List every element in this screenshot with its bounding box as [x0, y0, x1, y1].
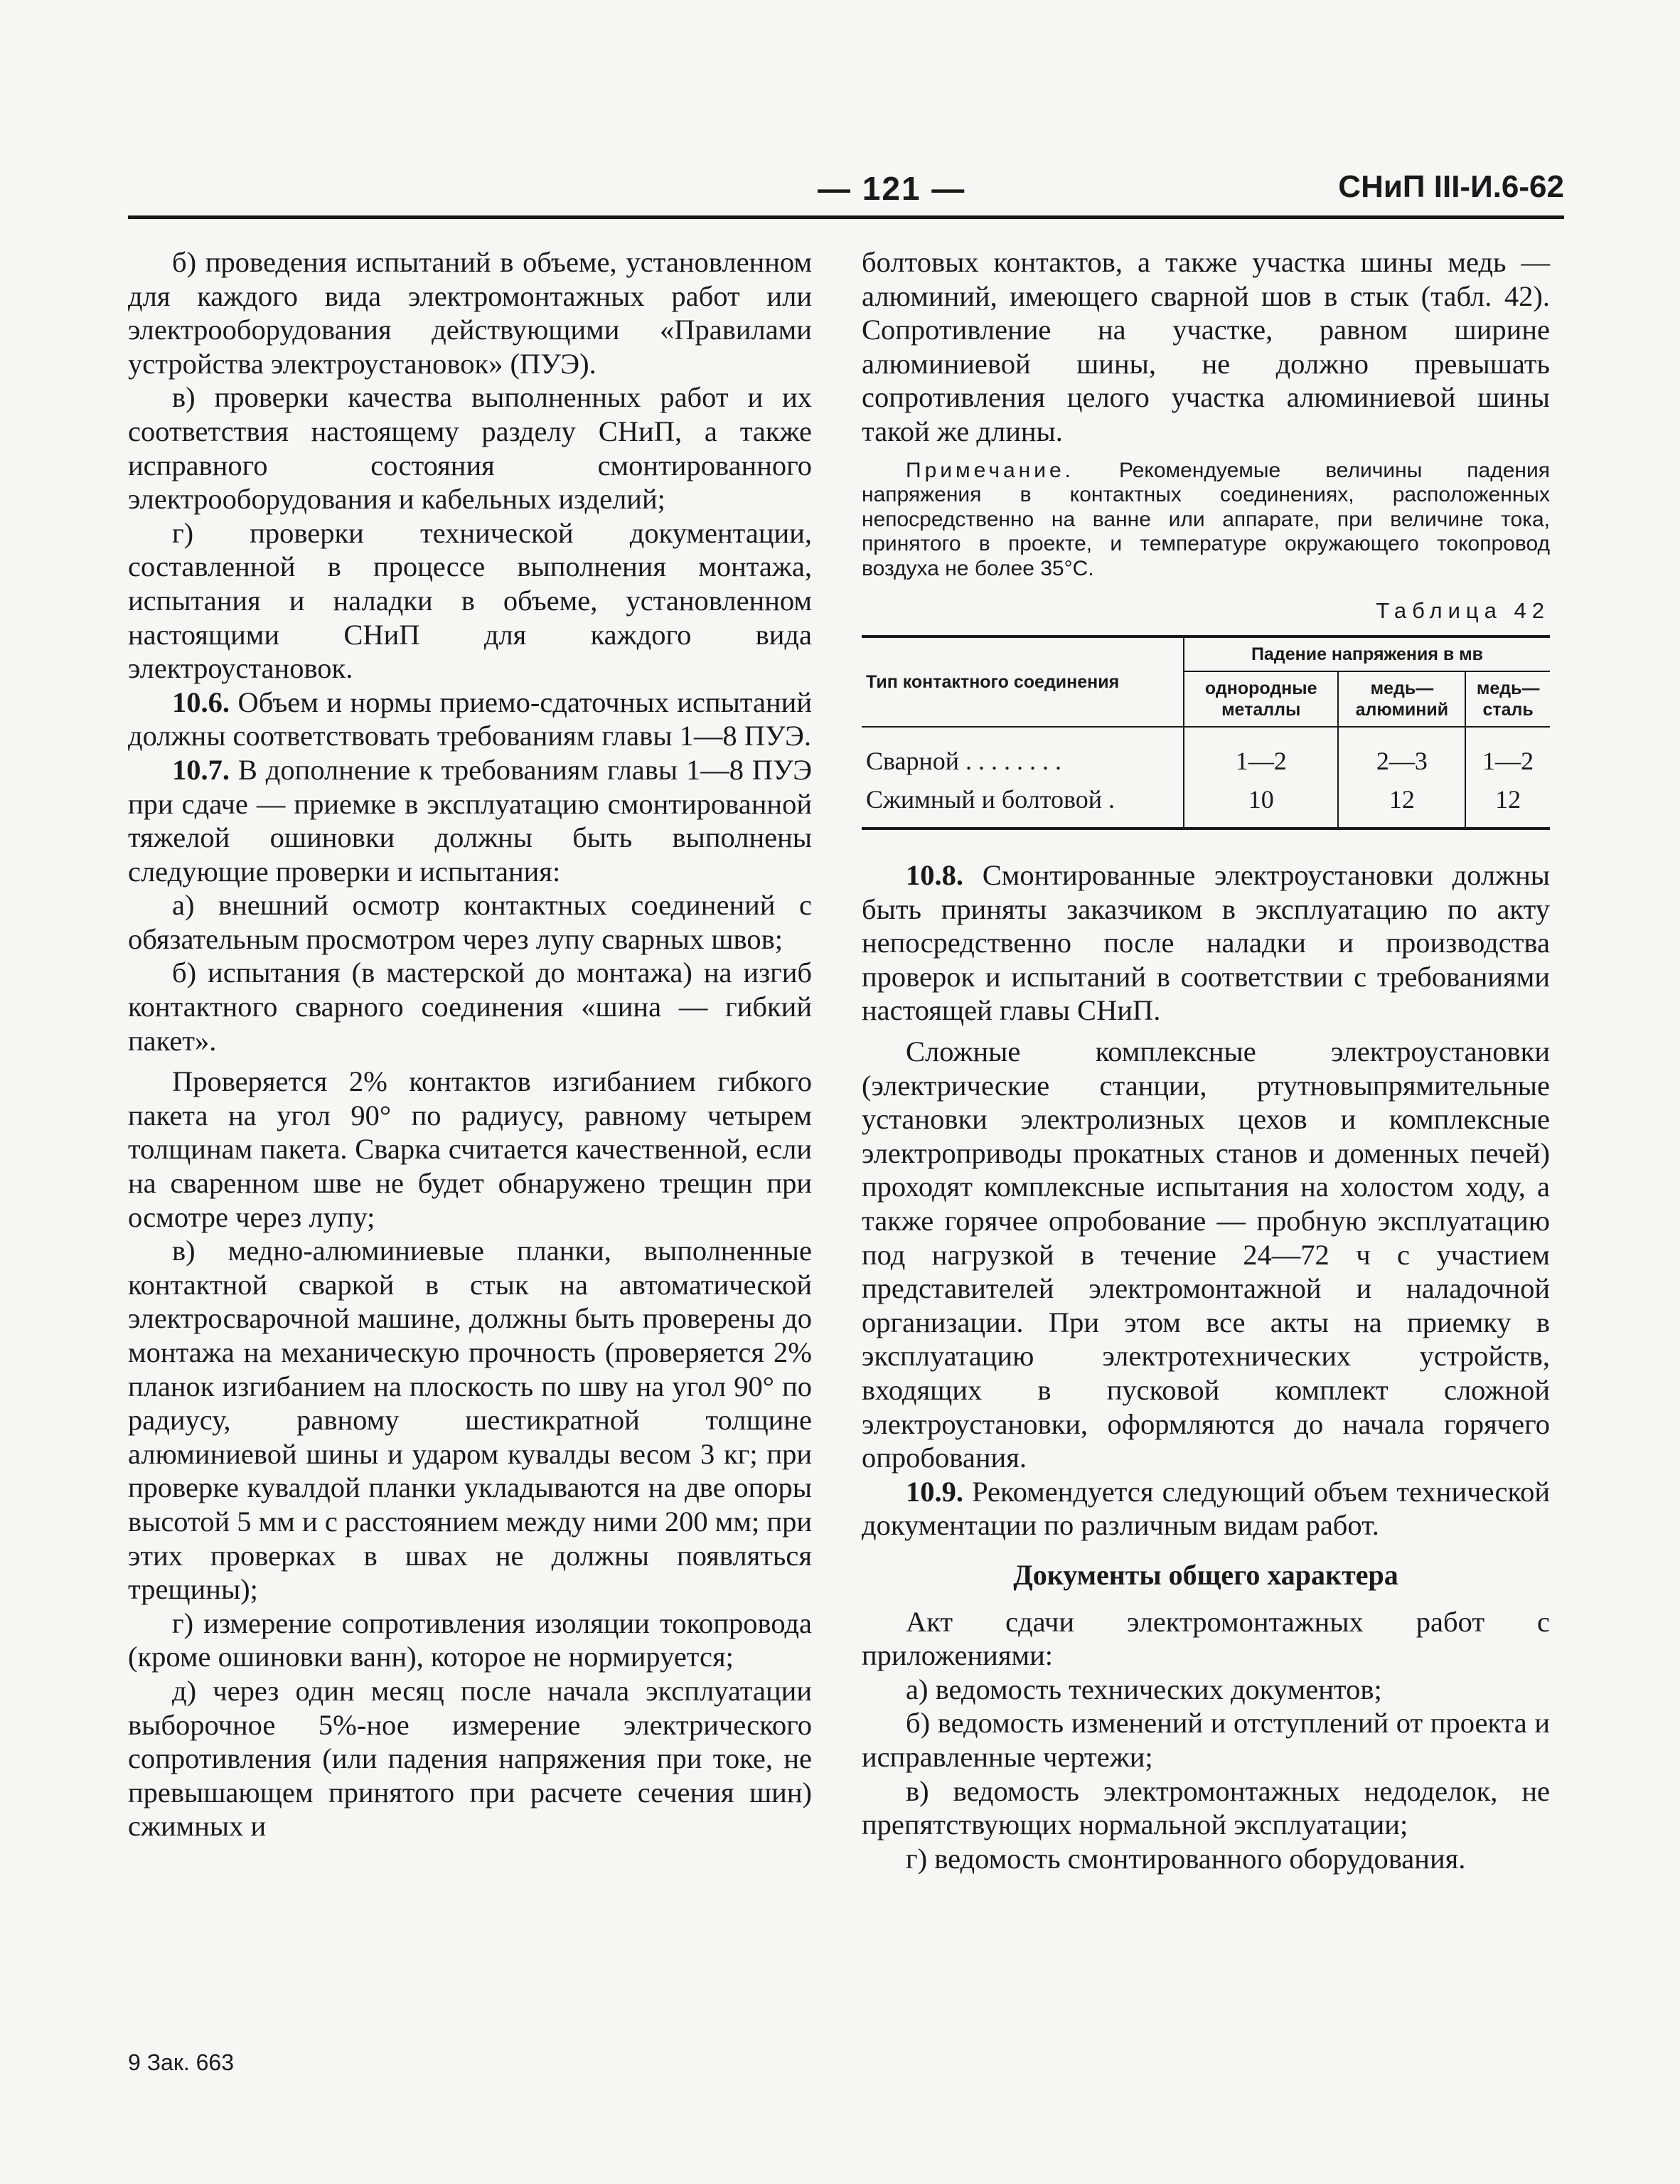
paragraph: г) проверки технической документации, составленной в процессе выполнения монтажа, испытания и наладки в объеме, установленном настоящими СНиП для каждого вида электроустановок.	[128, 516, 812, 685]
clause-10-6	[128, 686, 812, 753]
clause-10-8	[862, 858, 1550, 1028]
clause-text: Рекомендуется следующий объем технической документации по различным видам работ.	[862, 1475, 1550, 1542]
clause-number: 10.8.	[906, 859, 963, 892]
clause-10-9	[862, 1475, 1550, 1543]
paragraph: болтовых контактов, а также участка шины медь — алюминий, имеющего сварной шов в стык (табл. 42). Сопротивление на участке, равном ширине алюминиевой шины, не должно превышать сопротивления целого участка алюминиевой шины такой же длины.	[862, 246, 1550, 447]
paragraph: б) испытания (в мастерской до монтажа) на изгиб контактного сварного соединения «шина — гибкий пакет».	[128, 957, 812, 1057]
list-item: г) ведомость смонтированного оборудования.	[906, 1842, 1466, 1875]
clause-text: Смонтированные электроустановки должны быть приняты заказчиком в эксплуатацию по акту непосредственно после наладки и производства проверок и испытаний в соответствии с требованиями настоящей главы СНиП.	[862, 859, 1550, 1027]
list-item: в) ведомость электромонтажных недоделок, не препятствующих нормальной эксплуатации;	[862, 1774, 1550, 1841]
note-label: Примечание.	[906, 458, 1074, 482]
table-subheader: медь—алюминий	[1338, 671, 1465, 727]
page-header	[128, 169, 1564, 212]
paragraph: в) проверки качества выполненных работ и их соответствия настоящему разделу СНиП, а также исправного состояния смонтированного электрооборудования и кабельных изделий;	[128, 381, 812, 516]
table-cell: 2—3	[1338, 727, 1465, 780]
table-cell: 1—2	[1465, 727, 1550, 780]
table-42	[862, 635, 1550, 830]
clause-10-7	[128, 753, 812, 888]
paragraph: Акт сдачи электромонтажных работ с приложениями:	[862, 1605, 1550, 1672]
clause-text: В дополнение к требованиям главы 1—8 ПУЭ при сдаче — приемке в эксплуатацию смонтированной тяжелой ошиновки должны быть выполнены следующие проверки и испытания:	[128, 753, 812, 888]
table-cell: 12	[1465, 780, 1550, 829]
table-header-group: Падение напряжения в мв	[1184, 636, 1550, 671]
paragraph: г) измерение сопротивления изоляции токопровода (кроме ошиновки ванн), которое не нормируется;	[128, 1607, 812, 1673]
paragraph: д) через один месяц после начала эксплуатации выборочное 5%-ное измерение электрического сопротивления (или падения напряжения при токе, не превышающем принятого при расчете сечения шин) сжимных и	[128, 1674, 812, 1843]
clause-text: Объем и нормы приемо-сдаточных испытаний должны соответствовать требованиям главы 1—8 ПУЭ.	[128, 686, 812, 752]
left-column	[128, 245, 812, 1843]
table-cell: Сжимный и болтовой .	[866, 785, 1115, 814]
section-title: Документы общего характера	[1013, 1558, 1398, 1591]
paragraph: Сложные комплексные электроустановки (электрические станции, ртутновыпрямительные установки электролизных цехов и комплексные электроприводы прокатных станов и доменных печей) проходят комплексные испытания на холостом ходу, а также горячее опробование — пробную эксплуатацию под нагрузкой в течение 24—72 ч с участием представителей электромонтажной и наладочной организации. При этом все акты на приемку в эксплуатацию электротехнических устройств, входящих в пусковой комплект сложной электроустановки, оформляются до начала горячего опробования.	[862, 1035, 1550, 1474]
table-header-type: Тип контактного соединения	[862, 636, 1184, 727]
document-code: СНиП III-И.6-62	[1338, 169, 1564, 204]
list-item: а) ведомость технических документов;	[906, 1673, 1382, 1705]
print-order-mark: 9 Зак. 663	[128, 2050, 234, 2075]
table-row	[862, 727, 1550, 780]
table-cell: Сварной . . . . . . . .	[866, 747, 1062, 776]
list-item: б) ведомость изменений и отступлений от проекта и исправленные чертежи;	[862, 1707, 1550, 1773]
clause-number: 10.7.	[172, 753, 230, 786]
note	[862, 459, 1550, 582]
right-column	[862, 245, 1550, 1875]
table-cell: 10	[1184, 780, 1338, 829]
table-subheader: однородные металлы	[1184, 671, 1338, 727]
clause-number: 10.6.	[172, 686, 230, 718]
table-cell: 12	[1338, 780, 1465, 829]
header-rule	[128, 215, 1564, 219]
paragraph: в) медно-алюминиевые планки, выполненные контактной сваркой в стык на автоматической электросварочной машине, должны быть проверены до монтажа на механическую прочность (проверяется 2% планок изгибанием на плоскость по шву на угол 90° по радиусу, равному шестикратной толщине алюминиевой шины и ударом кувалды весом 3 кг; при проверке кувалдой планки укладываются на две опоры высотой 5 мм и с расстоянием между ними 200 мм; при этих проверках в швах не должны появляться трещины);	[128, 1235, 812, 1606]
table-cell: 1—2	[1184, 727, 1338, 780]
paragraph: б) проведения испытаний в объеме, установленном для каждого вида электромонтажных работ или электрооборудования действующими «Правилами устройства электроустановок» (ПУЭ).	[128, 246, 812, 380]
page-number: — 121 —	[818, 170, 966, 207]
note-text: Рекомендуемые величины падения напряжения в контактных соединениях, расположенных непосредственно на ванне или аппарате, при величине тока, принятого в проекте, и температуре окружающего токопровод воздуха не более 35°С.	[862, 458, 1550, 580]
clause-number: 10.9.	[906, 1475, 963, 1508]
table-caption: Таблица 42	[1376, 598, 1550, 624]
table-subheader: медь—сталь	[1465, 671, 1550, 727]
paragraph: а) внешний осмотр контактных соединений с обязательным просмотром через лупу сварных швов;	[128, 889, 812, 955]
paragraph: Проверяется 2% контактов изгибанием гибкого пакета на угол 90° по радиусу, равному четырем толщинам пакета. Сварка считается качественной, если на сваренном шве не будет обнаружено трещин при осмотре через лупу;	[128, 1065, 812, 1233]
table-row	[862, 780, 1550, 829]
